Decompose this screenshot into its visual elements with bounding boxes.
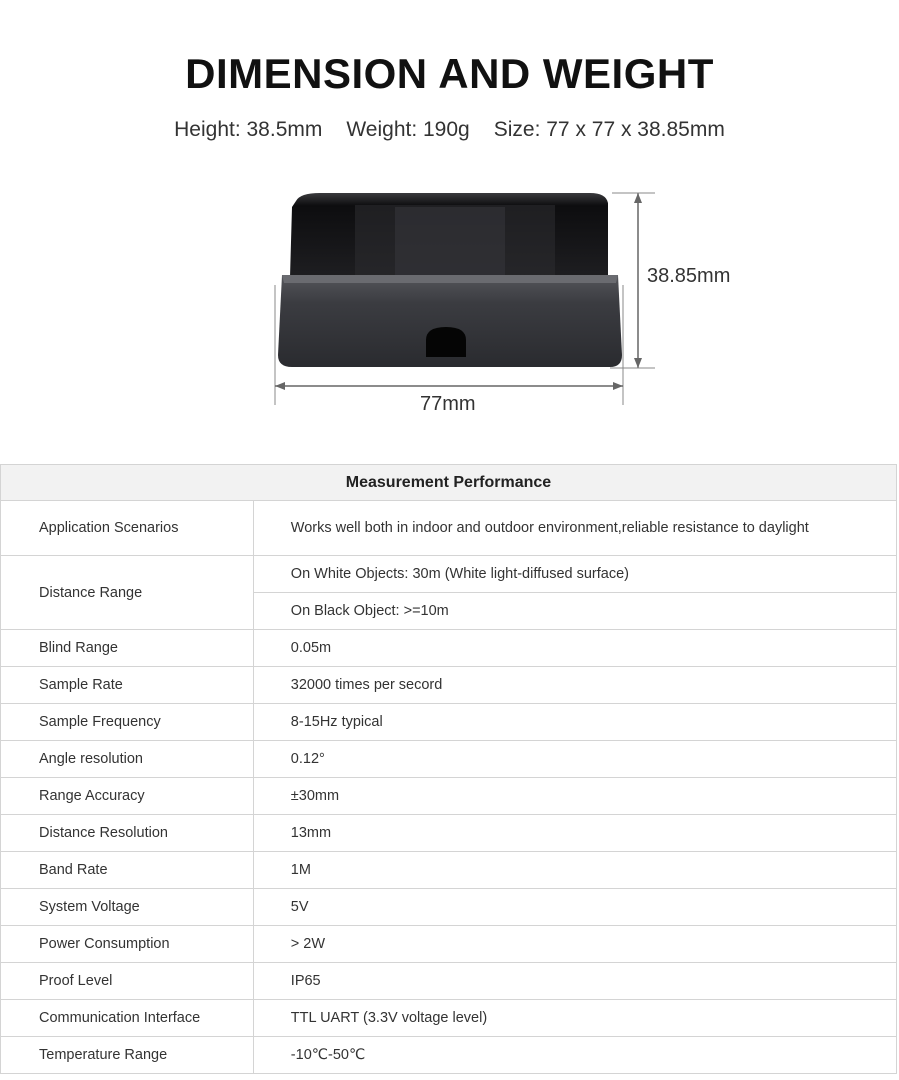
row-label: Power Consumption — [1, 926, 254, 963]
table-row — [1, 778, 897, 815]
row-label: Sample Frequency — [1, 704, 254, 741]
row-label: Sample Rate — [1, 667, 254, 704]
lidar-device-image — [260, 185, 680, 425]
table-row — [1, 704, 897, 741]
row-label: Communication Interface — [1, 1000, 254, 1037]
height-spec: Height: 38.5mm — [174, 118, 323, 141]
row-value: 8-15Hz typical — [253, 704, 896, 741]
row-label: Application Scenarios — [1, 501, 254, 556]
row-label: Distance Range — [1, 556, 254, 630]
row-value: Works well both in indoor and outdoor environment,reliable resistance to daylight — [253, 501, 896, 556]
table-row — [1, 667, 897, 704]
table-header: Measurement Performance — [1, 465, 897, 501]
table-row — [1, 741, 897, 778]
row-value: 5V — [253, 889, 896, 926]
row-label: Distance Resolution — [1, 815, 254, 852]
row-value: -10℃-50℃ — [253, 1037, 896, 1074]
measurement-performance-table — [0, 464, 897, 1074]
row-label: Proof Level — [1, 963, 254, 1000]
row-value: TTL UART (3.3V voltage level) — [253, 1000, 896, 1037]
specs-summary — [0, 118, 899, 142]
table-row — [1, 815, 897, 852]
row-value: > 2W — [253, 926, 896, 963]
row-value: ±30mm — [253, 778, 896, 815]
row-value: 32000 times per secord — [253, 667, 896, 704]
width-dimension-label: 77mm — [420, 393, 476, 415]
row-label: Band Rate — [1, 852, 254, 889]
row-label: Angle resolution — [1, 741, 254, 778]
device-dimension-figure — [260, 185, 731, 425]
row-value: 0.05m — [253, 630, 896, 667]
table-row — [1, 556, 897, 593]
table-row — [1, 630, 897, 667]
row-value: 13mm — [253, 815, 896, 852]
page-title: DIMENSION AND WEIGHT — [185, 50, 714, 97]
table-row — [1, 889, 897, 926]
height-dimension-label: 38.85mm — [647, 265, 731, 287]
row-value: 0.12° — [253, 741, 896, 778]
table-row — [1, 1000, 897, 1037]
row-label: Blind Range — [1, 630, 254, 667]
weight-spec: Weight: 190g — [346, 118, 470, 141]
table-row — [1, 1037, 897, 1074]
size-spec: Size: 77 x 77 x 38.85mm — [493, 118, 725, 141]
row-label: System Voltage — [1, 889, 254, 926]
table-row — [1, 963, 897, 1000]
row-value: IP65 — [253, 963, 896, 1000]
row-value: 1M — [253, 852, 896, 889]
row-label: Temperature Range — [1, 1037, 254, 1074]
row-label: Range Accuracy — [1, 778, 254, 815]
table-row — [1, 501, 897, 556]
row-value: On White Objects: 30m (White light-diffused surface) — [253, 556, 896, 593]
row-value: On Black Object: >=10m — [253, 593, 896, 630]
table-row — [1, 852, 897, 889]
table-row — [1, 926, 897, 963]
